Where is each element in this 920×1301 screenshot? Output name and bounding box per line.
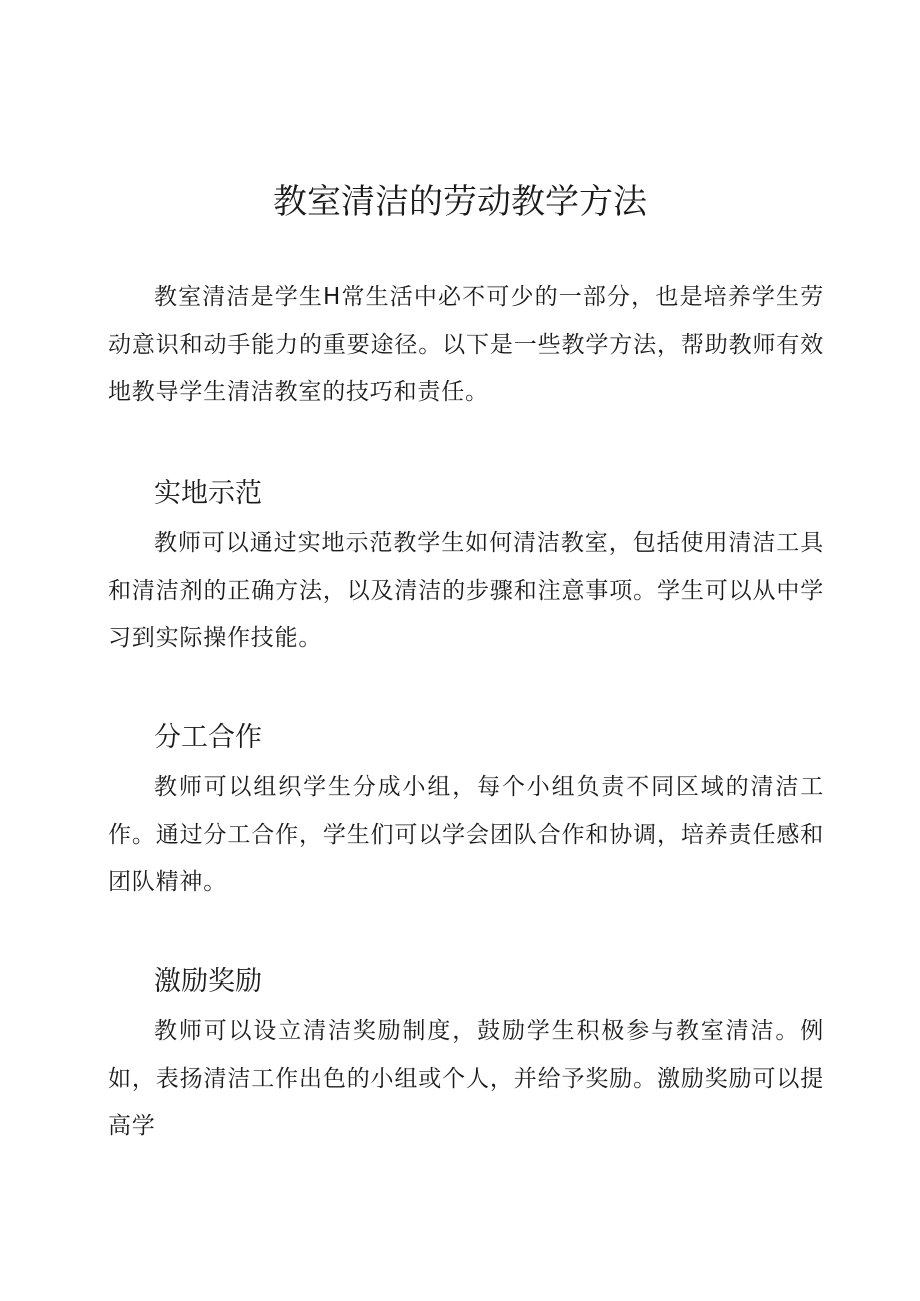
section-body-teamwork: 教师可以组织学生分成小组，每个小组负责不同区域的清洁工作。通过分工合作，学生们可以学会团队合作和协调，培养责任感和团队精神。: [108, 774, 824, 895]
intro-paragraph: 教室清洁是学生H常生活中必不可少的一部分，也是培养学生劳动意识和动手能力的重要途径。以下是一些教学方法，帮助教师有效地教导学生清洁教室的技巧和责任。: [108, 284, 824, 405]
document-title: 教室清洁的劳动教学方法: [273, 182, 647, 222]
section-heading-demonstration: 实地示范: [154, 478, 262, 509]
section-body-demonstration: 教师可以通过实地示范教学生如何清洁教室，包括使用清洁工具和清洁剂的正确方法，以及清洁的步骤和注意事项。学生可以从中学习到实际操作技能。: [108, 530, 824, 651]
section-heading-incentives: 激励奖励: [154, 966, 262, 997]
section-body-incentives: 教师可以设立清洁奖励制度，鼓励学生积极参与教室清洁。例如，表扬清洁工作出色的小组或个人，并给予奖励。激励奖励可以提高学: [108, 1018, 824, 1139]
section-heading-teamwork: 分工合作: [154, 722, 262, 753]
